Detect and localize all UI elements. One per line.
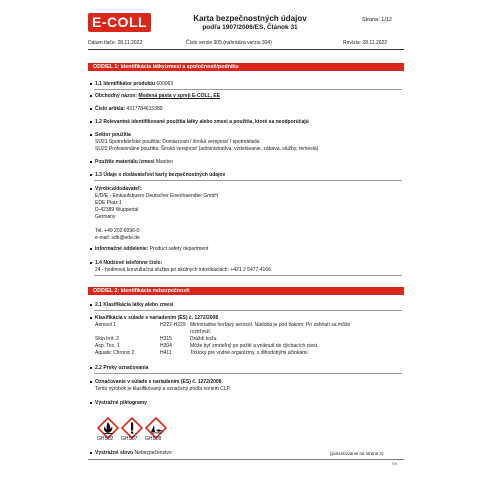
document-subtitle: podľa 1907/2006/ES, Článok 31 xyxy=(202,24,298,31)
bullet xyxy=(90,83,92,85)
divider xyxy=(94,180,402,181)
info-department-value: Product safety department xyxy=(149,246,209,252)
label-elements-heading: 2.2 Prvky označovania xyxy=(95,365,149,371)
bullet xyxy=(90,174,92,176)
document-title: Karta bezpečnostných údajov xyxy=(193,14,307,23)
classification-heading: 2.1 Klasifikácia látky alebo zmesi xyxy=(95,302,174,308)
article-number-value: 4317784615389 xyxy=(126,106,163,112)
hazard-class: Asp. Tox. 1 xyxy=(95,343,120,349)
material-use-value: Mastivo xyxy=(155,159,174,165)
hazard-class: Aquatic Chronic 2 xyxy=(95,350,135,356)
hazard-code: H411 xyxy=(160,350,172,356)
su21-line: SU21 Spotrebiteľské použitia: Domácnosti / široká verejnosť / spotrebitelia xyxy=(95,139,260,145)
labelling-label: Označovanie v súlade s nariadením (ES) č. 1272/2008 xyxy=(95,379,222,385)
product-identifier-value: 600063 xyxy=(156,81,174,87)
su22-line: SU22 Profesionálne použitia: Široká verejnosť (administratíva, vzdelávanie, zábava, služby, remeslá) xyxy=(95,146,319,152)
ecoll-logo: E-COLL xyxy=(88,13,151,32)
hazard-code: H304 xyxy=(160,343,172,349)
material-use-row xyxy=(95,159,173,165)
hazard-code: H222-H229 xyxy=(160,322,186,328)
hazard-statement: roztrhnúť. xyxy=(190,329,212,335)
divider xyxy=(94,275,402,276)
bullet xyxy=(90,367,92,369)
labelling-value: Tento výrobok je klasifikovaný a označený podľa noriem CLP. xyxy=(95,386,231,392)
bullet xyxy=(90,402,92,404)
hazard-statement: Mimoriadne horľavý aerosól. Nádoba je pod tlakom: Pri zahriatí sa môže xyxy=(190,322,351,328)
supplier-email[interactable]: e-mail: sdb@ede.de xyxy=(95,235,140,241)
article-number-row xyxy=(95,106,163,112)
product-identifier-row xyxy=(95,81,173,87)
bullet xyxy=(90,317,92,319)
language-code: SK xyxy=(392,461,398,466)
pictograms-label: Výstražné piktogramy xyxy=(95,400,147,406)
page-number: Strana: 1/12 xyxy=(362,17,392,23)
pictogram-code: GHS09 xyxy=(145,436,162,442)
hazard-statement: Dráždi kožu. xyxy=(190,336,218,342)
divider xyxy=(94,310,402,311)
bullet xyxy=(90,161,92,163)
info-department-row xyxy=(95,246,208,252)
signal-word-value: Nebezpečenstvo xyxy=(134,450,172,456)
bullet xyxy=(90,381,92,383)
pictogram-code: GHS02 xyxy=(97,436,114,442)
bullet xyxy=(90,134,92,136)
supplier-line: Germany xyxy=(95,214,116,220)
trade-name-row xyxy=(95,93,220,99)
bullet xyxy=(90,188,92,190)
material-use-label: Použitie materiálu /zmesi xyxy=(95,159,155,165)
section2-header: ODDIEL 2: Identifikácia nebezpečnosti xyxy=(88,287,404,295)
version-number: Číslo verzie 305 (nahrádza verziu 304) xyxy=(186,40,272,46)
signal-word-row xyxy=(95,450,172,456)
bullet xyxy=(90,248,92,250)
hazard-statement: Môže byť smrteľný po požití a vniknutí do dýchacích ciest. xyxy=(190,343,319,349)
bullet xyxy=(90,108,92,110)
revision-date: Revízia: 28.11.2022 xyxy=(343,40,388,46)
supplier-line: D-42389 Wuppertal xyxy=(95,207,139,213)
continued-note: (pokračovanie na strane 2) xyxy=(330,451,384,456)
divider xyxy=(94,89,402,90)
bullet xyxy=(90,121,92,123)
signal-word-label: Výstražné slovo xyxy=(95,450,134,456)
product-identifier-label: 1.1 Identifikátor produktu xyxy=(95,81,156,87)
supplier-label: Výrobca/dodávateľ: xyxy=(95,186,142,192)
classification-label: Klasifikácia v súlade s nariadením (ES) č. 1272/2008 xyxy=(95,315,219,321)
relevant-uses-heading: 1.2 Relevantné identifikované použitia látky alebo zmesi a použitia, ktoré sa neodporúčajú xyxy=(95,119,309,125)
pictogram-code: GHS07 xyxy=(121,436,138,442)
hazard-code: H315 xyxy=(160,336,172,342)
divider xyxy=(94,373,402,374)
sector-of-use-label: Sektor použitia xyxy=(95,132,131,138)
hazard-class: Aerosol 1 xyxy=(95,322,117,328)
bullet xyxy=(90,304,92,306)
header-divider xyxy=(88,49,404,50)
trade-name-label: Obchodný názov: xyxy=(95,93,137,99)
bullet xyxy=(90,452,92,454)
trade-name-value: Modená pasta v spreji E-COLL, EE xyxy=(138,93,221,99)
footer-divider xyxy=(88,459,404,460)
info-department-label: Informačné oddelenie: xyxy=(95,246,149,252)
print-date: Dátum tlače: 28.11.2022 xyxy=(88,40,143,46)
emergency-phone-label: 1.4 Núdzové telefónne číslo: xyxy=(95,260,163,266)
emergency-phone-value: 24 - hodinová konzultačná služba pri akútnych intoxikáciách: +421 2 5477 4166 xyxy=(95,267,271,273)
section1-header: ODDIEL 1: Identifikácia látky/zmesi a spoločnosti/podniku xyxy=(88,63,404,71)
supplier-phone: Tel. +49 202 6096-0 xyxy=(95,228,140,234)
hazard-statement: Toxický pre vodné organizmy, s dlhodobými účinkami. xyxy=(190,350,309,356)
supplier-line: E/D/E - Einkaufsbuero Deutscher Eisenhaendler GmbH xyxy=(95,193,218,199)
supplier-line: EDE Platz 1 xyxy=(95,200,122,206)
supplier-heading: 1.3 Údaje o dodávateľovi karty bezpečnostných údajov xyxy=(95,172,226,178)
bullet xyxy=(90,262,92,264)
article-number-label: Číslo artikla: xyxy=(95,106,126,112)
bullet xyxy=(90,95,92,97)
hazard-class: Skin Irrit. 2 xyxy=(95,336,119,342)
